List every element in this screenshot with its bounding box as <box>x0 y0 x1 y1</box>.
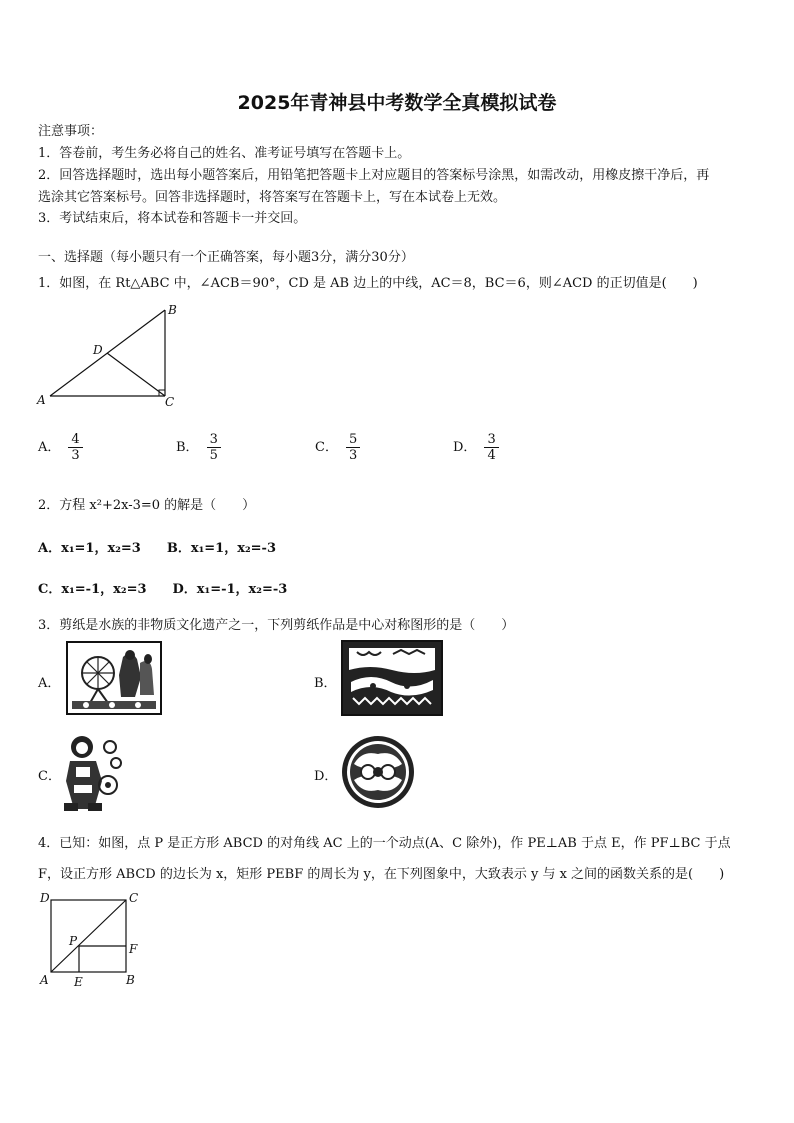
question-4-text-line-1: 4．已知：如图，点 P 是正方形 ABCD 的对角线 AC 上的一个动点(A、C 除外)，作 PE⊥AB 于点 E，作 PF⊥BC 于点 <box>38 836 731 851</box>
page-title: 2025年青神县中考数学全真模拟试卷 <box>237 92 557 114</box>
notice-item-2: 2．回答选择题时，选出每小题答案后，用铅笔把答题卡上对应题目的答案标号涂黑，如需改动，用橡皮擦干净后，再 <box>38 168 710 183</box>
label-f: F <box>129 942 138 956</box>
label-b: B <box>126 973 135 987</box>
section-heading: 一、选择题（每小题只有一个正确答案，每小题3分，满分30分） <box>38 250 414 265</box>
papercut-landscape-icon <box>343 642 441 714</box>
question-4-text-line-2: F，设正方形 ABCD 的边长为 x，矩形 PEBF 的周长为 y，在下列图象中，大致表示 y 与 x 之间的函数关系的是( ) <box>38 867 725 882</box>
question-1-option-d[interactable]: D． $\frac{3}{4}$ <box>453 432 499 463</box>
question-1-option-a[interactable]: A． $\frac{4}{3}$ <box>38 432 83 463</box>
question-3-option-c-label[interactable]: C． <box>38 769 61 784</box>
question-3-text: 3．剪纸是水族的非物质文化遗产之一，下列剪纸作品是中心对称图形的是（ ） <box>38 618 515 633</box>
label-a: A <box>40 973 49 987</box>
label-a: A <box>37 393 46 407</box>
notice-heading: 注意事项： <box>38 124 104 139</box>
papercut-image-d[interactable] <box>340 734 416 810</box>
notice-item-2-cont: 选涂其它答案标号。回答非选择题时，将答案写在答题卡上，写在本试卷上无效。 <box>38 190 507 205</box>
question-2-text: 2．方程 x²+2x-3=0 的解是（ ） <box>38 498 256 513</box>
question-2-options-row-1[interactable]: A．x₁=1，x₂=3 B．x₁=1，x₂=-3 <box>38 541 276 556</box>
question-1-triangle-figure <box>30 300 190 412</box>
label-c: C <box>165 395 175 409</box>
papercut-image-b[interactable] <box>341 640 443 716</box>
question-1-option-b[interactable]: B． $\frac{3}{5}$ <box>176 432 221 463</box>
question-3-option-b-label[interactable]: B． <box>314 676 337 691</box>
label-b: B <box>168 303 177 317</box>
label-p: P <box>69 934 78 948</box>
question-3-option-a-label[interactable]: A． <box>38 676 61 691</box>
question-1-option-c[interactable]: C． $\frac{5}{3}$ <box>315 432 360 463</box>
question-2-options-row-2[interactable]: C．x₁=-1，x₂=3 D．x₁=-1，x₂=-3 <box>38 582 288 597</box>
question-4-square-figure <box>34 888 146 992</box>
papercut-image-a[interactable] <box>66 641 162 715</box>
label-e: E <box>74 975 83 989</box>
papercut-wheel-figures-icon <box>68 643 160 713</box>
notice-item-1: 1．答卷前，考生务必将自己的姓名、准考证号填写在答题卡上。 <box>38 146 411 161</box>
label-d: D <box>40 891 50 905</box>
papercut-image-c[interactable] <box>60 733 126 813</box>
label-d: D <box>93 343 103 357</box>
question-1-text: 1．如图，在 Rt△ABC 中，∠ACB＝90°，CD 是 AB 边上的中线，AC＝8，BC＝6，则∠ACD 的正切值是( ) <box>38 276 698 291</box>
question-3-option-d-label[interactable]: D． <box>314 769 338 784</box>
notice-item-3: 3．考试结束后，将本试卷和答题卡一并交回。 <box>38 211 307 226</box>
label-c: C <box>129 891 139 905</box>
